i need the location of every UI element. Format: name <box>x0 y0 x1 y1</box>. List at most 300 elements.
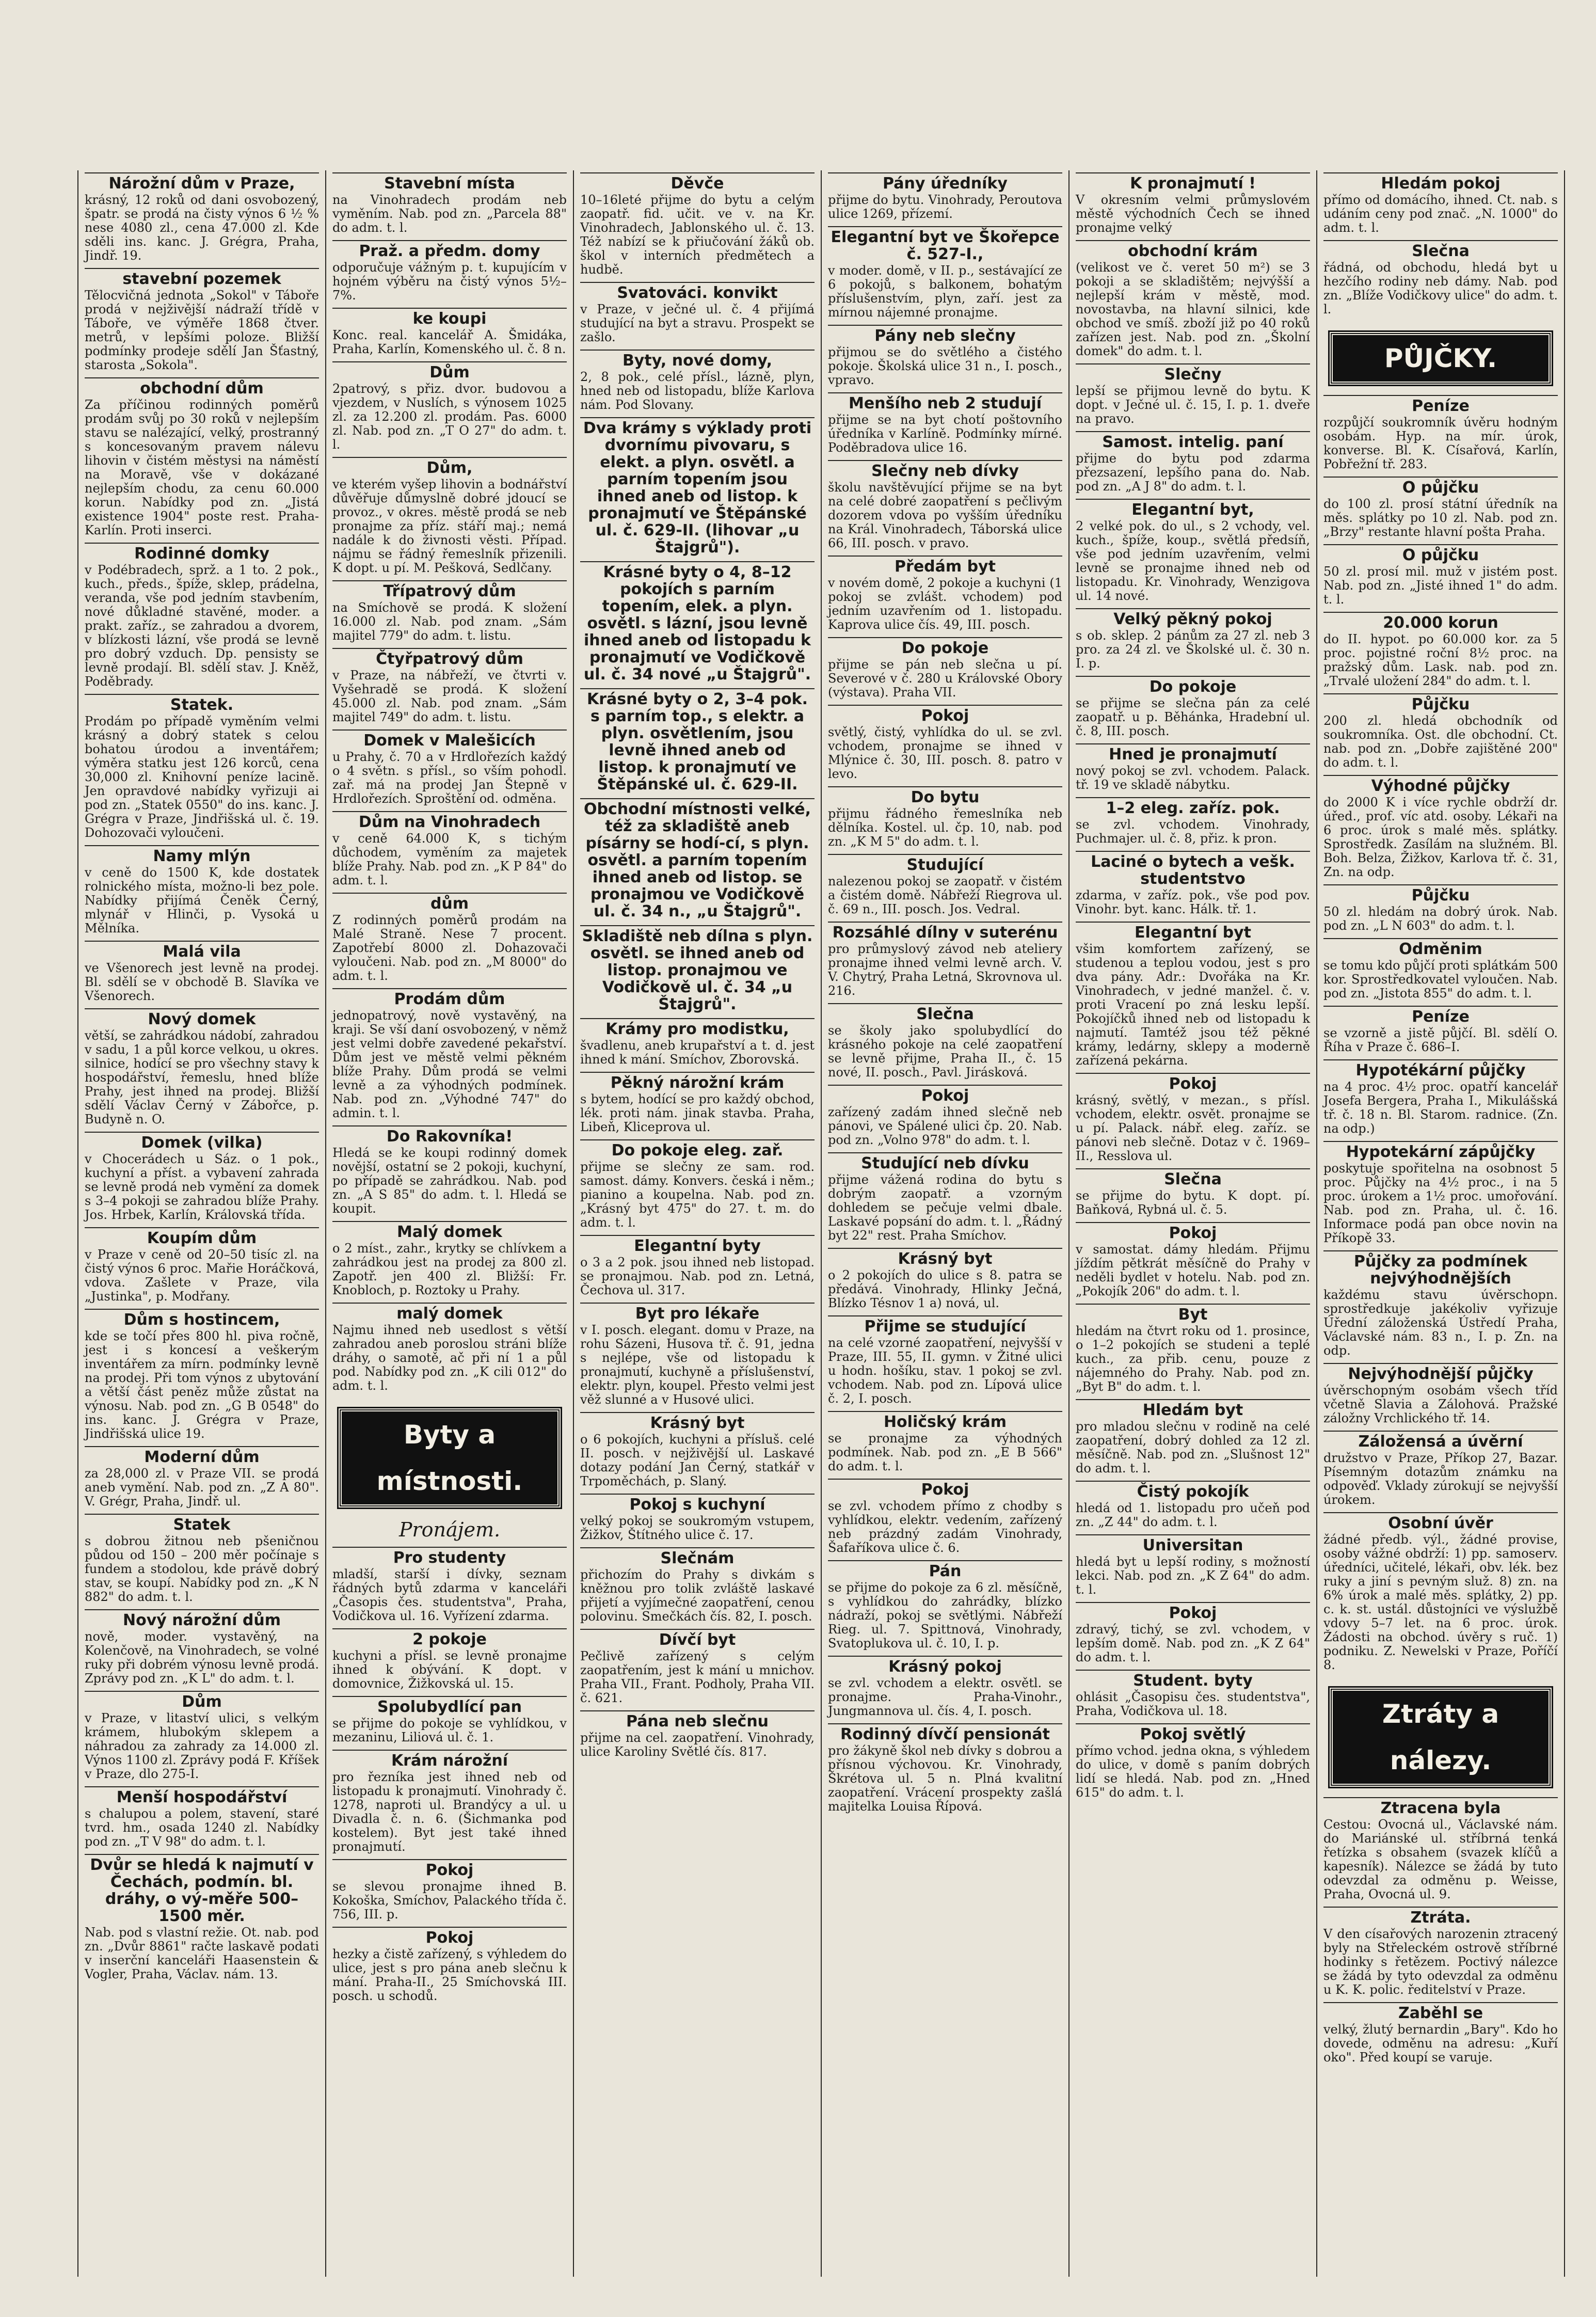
ad-heading: Koupím dům <box>85 1227 319 1247</box>
ad-heading: Pro studenty <box>332 1547 567 1566</box>
ad-heading: Universitan <box>1076 1534 1310 1554</box>
classified-ad <box>1076 363 1310 426</box>
ad-body: na 4 proc. 4½ proc. opatří kancelář Josefa Bergera, Praha I., Mikulášská tř. č. 18 n. Bl. Starom. radnice. (Zn. na odp.) <box>1323 1080 1558 1136</box>
ad-body: v Praze, na nábřeží, ve čtvrti v. Vyšehradě se prodá. K složení 45.000 zl. Nab. pod znam. „Sám majitel 749" do adm. t. listu. <box>332 668 567 724</box>
classified-ad <box>828 1248 1062 1310</box>
ad-body: velký pokoj se soukromým vstupem, Žižkov, Štítného ulice č. 17. <box>580 1514 815 1542</box>
ad-heading: 2 pokoje <box>332 1628 567 1648</box>
classified-ad <box>1076 851 1310 916</box>
ad-body: 200 zl. hledá obchodník od soukromníka. Ost. dle obchodní. Ct. nab. pod zn. „Dobře zajištěné 200" do adm. t. l. <box>1323 713 1558 770</box>
classified-ad <box>85 1786 319 1849</box>
ad-heading: Skladiště neb dílna s plyn. osvětl. se ihned aneb od listop. pronajmou ve Vodičkově ul. č. 34 „u Štajgrů". <box>580 925 815 1013</box>
ad-heading: Pán <box>828 1560 1062 1580</box>
ad-body: se přijme se slečna pán za celé zaopatř. u p. Běhánka, Hradební ul. č. 8, III. posch. <box>1076 696 1310 738</box>
classified-ad <box>85 1609 319 1686</box>
ad-body: pro žákyně škol neb dívky s dobrou a přísnou výchovou. Kr. Vinohrady, Škrétova ul. 5 n. Plná kvalitní zaopatření. Vrácení prospekty zašlá majitelka Louisa Řípová. <box>828 1743 1062 1814</box>
ad-heading: malý domek <box>332 1303 567 1322</box>
classified-ad <box>1323 2002 1558 2065</box>
ad-heading: Hned je pronajmutí <box>1076 743 1310 763</box>
classified-ad <box>1076 499 1310 603</box>
ad-heading: Předám byt <box>828 556 1062 575</box>
ad-body: zdarma, v zaříz. pok., vše pod pov. Vinohr. byt. kanc. Hálk. tř. 1. <box>1076 888 1310 916</box>
classified-ad <box>85 1854 319 1981</box>
ad-body: se přijme do pokoje se vyhlídkou, v mezaninu, Liliová ul. č. 1. <box>332 1716 567 1744</box>
ad-body: všim komfortem zařízený, se studenou a teplou vodou, jest s pro dva pány. Adr.: Dvořáka na Kr. Vinohradech, v jedné manžel. č. v. proti Vracení po zná lesku lepší. Pokojíčků ihned neb od listopadu k najmutí. Tamtéž jsou též pěkné krámy, ledárny, sklepy a moderně zařízená pekárna. <box>1076 942 1310 1068</box>
ad-body: V okresním velmi průmyslovém městě východních Čech se ihned pronajme velký <box>1076 193 1310 235</box>
ad-body: zařízený zadám ihned slečně neb pánovi, ve Spálené ulici čp. 20. Nab. pod zn. „Volno 978" do adm. t. l. <box>828 1105 1062 1147</box>
ad-heading: Pána neb slečnu <box>580 1710 815 1730</box>
ad-body: v I. posch. elegant. domu v Praze, na rohu Sázeni, Husova tř. č. 91, jedna s nejlépe, vše od listopadu k pronajmutí, kuchyně a příslušenství, elektr. plyn, koupel. Přesto velmi jest věž slunné a v Husové ulici. <box>580 1323 815 1407</box>
ad-body: mladší, starší i dívky, seznam řádných bytů zdarma v kanceláři „Časopis čes. studentstva", Praha, Vodičkova ul. 16. Vyřízení zdarma. <box>332 1567 567 1623</box>
classified-ad <box>1076 1670 1310 1718</box>
ad-heading: Půjčky za podmínek nejvýhodnějších <box>1323 1250 1558 1287</box>
classified-ad <box>580 417 815 556</box>
ad-body: přijmu řádného řemeslníka neb dělníka. Kostel. ul. čp. 10, nab. pod zn. „K M 5" do adm. t. l. <box>828 806 1062 849</box>
ad-body: o 2 pokojích do ulice s 8. patra se předává. Vinohrady, Hlinky Ječná, Blízko Tésnov 1 a) nová, ul. <box>828 1268 1062 1310</box>
ad-body: se zvl. vchodem přímo z chodby s vyhlídkou, elektr. vedením, zařízený neb prázdný zadám Vinohrady, Šafaříkova ulice č. 6. <box>828 1499 1062 1555</box>
ad-body: do II. hypot. po 60.000 kor. za 5 proc. pojistné roční 8½ proc. na pražský dům. Lask. nab. pod zn. „Trvalé uložení 284" do adm. t. l. <box>1323 632 1558 688</box>
ad-body: v Podébradech, sprž. a 1 to. 2 pok., kuch., předs., špíže, sklep, prádelna, veranda, vše pod jedním stavbením, nové důkladné stavěné, moder. a prakt. zaříz., se zahradou a dvorem, v blízkosti lázní, vše prodá se levně pro dobrý vzduch. Dp. pensisty se levně prodají. Bl. sdělí stav. J. Kněž, Poděbrady. <box>85 563 319 689</box>
ad-heading: O půjčku <box>1323 477 1558 496</box>
ad-body: lepší se přijmou levně do bytu. K dopt. v Ječné ul. č. 15, I. p. 1. dveře na pravo. <box>1076 384 1310 426</box>
ad-heading: Dvůr se hledá k najmutí v Čechách, podmín. bl. dráhy, o vý-měře 500–1500 měr. <box>85 1854 319 1925</box>
ad-heading: Dům, <box>332 457 567 477</box>
classified-ad <box>580 1547 815 1624</box>
ad-heading: Laciné o bytech a vešk. studentstvo <box>1076 851 1310 887</box>
ad-heading: K pronajmutí ! <box>1076 172 1310 192</box>
ad-heading: Nárožní dům v Praze, <box>85 172 319 192</box>
classified-ad <box>332 648 567 724</box>
ad-body: přijmou se do světlého a čistého pokoje. Školská ulice 31 n., I. posch., vpravo. <box>828 345 1062 387</box>
classified-ad <box>1323 1907 1558 1997</box>
classified-ad <box>332 580 567 643</box>
classified-ad <box>1323 240 1558 316</box>
ad-body: se tomu kdo půjčí proti splátkám 500 kor. Sprostředkovatel vyloučen. Nab. pod zn. „Jistota 855" do adm. t. l. <box>1323 958 1558 1001</box>
ad-heading: Praž. a předm. domy <box>332 240 567 260</box>
ad-heading: Spolubydlící pan <box>332 1696 567 1716</box>
ad-heading: Elegantní byt, <box>1076 499 1310 518</box>
section-banner: Byty a místnosti. <box>339 1408 561 1507</box>
classified-ad <box>332 361 567 452</box>
ad-heading: Krásné byty o 2, 3–4 pok. s parním top., s elektr. a plyn. osvětlením, jsou levně ihned aneb od listop. k pronajmutí ve Štěpánské ul. č. 629-II. <box>580 688 815 793</box>
classified-ad <box>1076 1481 1310 1529</box>
ad-body: Najmu ihned neb usedlost s větší zahradou aneb poroslou stráni blíže dráhy, o samotě, ač při ní 1 a půl pod. Nabídky pod zn. „K cili 012" do adm. t. l. <box>332 1323 567 1393</box>
classified-ad <box>1076 1399 1310 1475</box>
ad-body: družstvo v Praze, Příkop 27, Bazar. Písemným dotazům známku na odpověď. Vklady zúrokují se nejvyšší úrokem. <box>1323 1451 1558 1507</box>
classified-ad <box>1323 1431 1558 1507</box>
ad-heading: Stavební místa <box>332 172 567 192</box>
ad-heading: Holičský krám <box>828 1411 1062 1431</box>
ad-heading: Domek (vilka) <box>85 1132 319 1151</box>
ad-body: se vzorně a jistě půjčí. Bl. sdělí O. Říha v Praze č. 686–I. <box>1323 1026 1558 1054</box>
classified-ad <box>580 798 815 920</box>
ad-body: se přijme do pokoje za 6 zl. měsíčně, s vyhlídkou do zahrádky, blízko nádraží, pokoj se světlými. Nábřeží Rieg. ul. 7. Spittnová, Vinohrady, Svatoplukova ul. č. 10, I. p. <box>828 1580 1062 1651</box>
ad-body: nalezenou pokoj se zaopatř. v čistém a čistém domě. Nábřeží Riegrova ul. č. 69 n., III. posch. Jos. Vedral. <box>828 874 1062 916</box>
ad-body: do 2000 K i více rychle obdrží dr. úřed., prof. víc atd. osoby. Lékaři na 6 proc. úrok s malé měs. splátky. Sprostředk. Zasílám na služném. Bl. Boh. Belza, Žižkov, Karlova tř. č. 31, Zn. na odp. <box>1323 795 1558 879</box>
ad-body: kde se točí přes 800 hl. piva ročně, jest i s koncesí a veškerým inventářem za mírn. podmínky levně na prodej. Při tom výnos z ubytování a větší část peněz může zůstat na výnosu. Nab. pod zn. „G B 0548" do ins. kanc. J. Grégra v Praze, Jindřišská ulice 19. <box>85 1329 319 1441</box>
ad-body: velký, žlutý bernardin „Bary". Kdo ho dovede, odměnu na adresu: „Kuří oko". Před koupí se varuje. <box>1323 2022 1558 2065</box>
classified-ad <box>828 922 1062 998</box>
ad-body: přijme do bytu. Vinohrady, Peroutova ulice 1269, přízemí. <box>828 193 1062 221</box>
ad-body: s ob. sklep. 2 pánům za 27 zl. neb 3 pro. za 24 zl. ve Školské ul. č. 30 n. I. p. <box>1076 628 1310 671</box>
ad-heading: Slečny <box>1076 363 1310 383</box>
ad-heading: Elegantní byt ve Škořepce č. 527-I., <box>828 226 1062 263</box>
ad-body: se slevou pronajme ihned B. Kokoška, Smíchov, Palackého třída č. 756, III. p. <box>332 1879 567 1922</box>
ad-body: přijme se slečny ze sam. rod. samost. dámy. Konvers. česká i něm.; pianino a koupelna. Nab. pod zn. „Krásný byt 475" do 27. t. m. do adm. t. l. <box>580 1160 815 1230</box>
ad-body: 10–16leté přijme do bytu a celým zaopatř. fid. učit. ve v. na Kr. Vinohradech, Jablonského ul. č. 13. Též nabízí se k přiučování žáků ob. škol v interních předmětech a hudbě. <box>580 193 815 277</box>
ad-body: s chalupou a polem, stavení, staré tvrd. hm., osada 1240 zl. Nabídky pod zn. „T V 98" do adm. t. l. <box>85 1806 319 1849</box>
classified-ad <box>828 1560 1062 1651</box>
classified-ad <box>1323 1512 1558 1672</box>
ad-body: v Praze v ceně od 20–50 tisíc zl. na čistý výnos 6 proc. Mařie Horáčková, vdova. Zašlete v Praze, vila „Justinka", p. Modřany. <box>85 1247 319 1304</box>
ad-heading: Peníze <box>1323 395 1558 415</box>
classified-ad <box>1076 172 1310 235</box>
ad-heading: 20.000 korun <box>1323 612 1558 631</box>
ad-body: o 3 a 2 pok. jsou ihned neb listopad. se pronajmou. Nab. pod zn. Letná, Čechova ul. 317. <box>580 1255 815 1297</box>
column-3 <box>574 170 822 2277</box>
ad-heading: Nejvýhodnější půjčky <box>1323 1363 1558 1383</box>
ad-body: v ceně do 1500 K, kde dostatek rolnického místa, možno-li bez pole. Nabídky přijímá Čeněk Černý, mlynář v Hlinči, p. Vysoká u Mělníka. <box>85 865 319 935</box>
ad-heading: Byt pro lékaře <box>580 1303 815 1322</box>
classified-ad <box>1323 1141 1558 1245</box>
ad-heading: Byt <box>1076 1304 1310 1323</box>
ad-body: odporučuje vážným p. t. kupujícím v hojném výběru na čistý výnos 5½–7%. <box>332 260 567 303</box>
ad-heading: stavební pozemek <box>85 268 319 288</box>
ad-heading: Velký pěkný pokoj <box>1076 608 1310 628</box>
ad-body: nově, moder. vystavěný, na Kolenčově, na Vinohradech, se volné ruky při dobrém výnosu levně prodá. Zprávy pod zn. „K L" do adm. t. l. <box>85 1629 319 1686</box>
ad-heading: Slečnám <box>580 1547 815 1567</box>
ad-heading: Malá vila <box>85 941 319 960</box>
ad-heading: Děvče <box>580 172 815 192</box>
classified-ad <box>1323 1250 1558 1358</box>
ad-heading: Samost. intelig. paní <box>1076 431 1310 451</box>
classified-ad <box>1076 1073 1310 1163</box>
column-1 <box>78 170 326 2277</box>
ad-body: v samostat. dámy hledám. Přijmu jíždím pětkrát měsíčně do Prahy v neděli bydlet v hotelu. Nab. pod zn. „Pokojík 206" do adm. t. l. <box>1076 1242 1310 1298</box>
classified-ad <box>828 1315 1062 1406</box>
ad-body: úvěrschopným osobám všech tříd včetně Slavia a Zálohová. Pražské záložny Vrchlického tř. 14. <box>1323 1383 1558 1425</box>
ad-body: pro mladou slečnu v rodině na celé zaopatření, dobrý dohled za 12 zl. měsíčně. Nab. pod zn. „Slušnost 12" do adm. t. l. <box>1076 1419 1310 1475</box>
ad-heading: Elegantní byty <box>580 1235 815 1255</box>
classified-ad <box>580 1235 815 1297</box>
classified-ad <box>1076 797 1310 846</box>
ad-heading: Krásný byt <box>580 1412 815 1432</box>
ad-heading: Pokoj <box>828 1479 1062 1498</box>
ad-heading: Menšího neb 2 studují <box>828 392 1062 412</box>
classified-ad <box>1323 1363 1558 1425</box>
classified-ad <box>828 172 1062 221</box>
classified-ad <box>1323 938 1558 1001</box>
ad-body: žádné předb. výl., žádné provise, osoby vážné obdrží: 1) pp. samoserv. úředníci, učitelé, lékaři, obv. lék. bez ruky a jiní s pevným služ. 8) zn. na 6% úrok a malé měs. splátky, 2) pp. c. k. st. ustál. důstojníci ve výslužbě vdovy 5–7 let. na 6 proc. úrok. Žádosti na obchod. úvěry s ruč. 1) podniku. Z. Newelski v Praze, Poříčí 8. <box>1323 1532 1558 1672</box>
ad-heading: Pány úředníky <box>828 172 1062 192</box>
ad-body: kuchyni a přísl. se levně pronajme ihned k obývání. K dopt. v domovnice, Žižkovská ul. 15. <box>332 1648 567 1691</box>
classified-ad <box>580 1412 815 1488</box>
classified-ad <box>580 1139 815 1230</box>
ad-body: přijme se na byt chotí poštovního úředníka v Karlíně. Podmínky mírné. Poděbradova ulice 16. <box>828 412 1062 455</box>
ad-body: (velikost ve č. veret 50 m²) se 3 pokoji a se skladištěm; nejvýšší a nejlepší krám v městě, mod. novostavba, na hlavní silnici, kde obchod ve smíš. zboží již po 40 roků zařízen jest. Nab. pod zn. „Školní domek" do adm. t. l. <box>1076 260 1310 358</box>
classified-ad <box>580 282 815 344</box>
classified-ad <box>1076 676 1310 738</box>
classified-ad <box>1076 1222 1310 1298</box>
ad-heading: Domek v Malešicích <box>332 729 567 749</box>
classified-ad <box>1076 922 1310 1068</box>
classified-ad <box>1323 775 1558 879</box>
ad-body: pro řezníka jest ihned neb od listopadu k pronajmutí. Vinohrady č. 1278, naproti ul. Brandýcy a ul. u Divadla č. n. 6. (Šichmanka pod kostelem). Byt jest také ihned pronajmutí. <box>332 1770 567 1854</box>
ad-body: 50 zl. prosí mil. muž v jistém post. Nab. pod zn. „Jisté ihned 1" do adm. t. l. <box>1323 564 1558 607</box>
ad-heading: Třípatrový dům <box>332 580 567 600</box>
classified-ad <box>1076 1168 1310 1217</box>
ad-body: hledám na čtvrt roku od 1. prosince, o 1–2 pokojích se studeni a teplé kuch., za přib. cenu, pouze z nájemného do Prahy. Nab. pod zn. „Byt B" do adm. t. l. <box>1076 1324 1310 1394</box>
ad-body: na Smíchově se prodá. K složení 16.000 zl. Nab. pod znam. „Sám majitel 779" do adm. t. listu. <box>332 600 567 643</box>
classified-ad <box>828 460 1062 550</box>
ad-body: zdravý, tichý, se zvl. vchodem, v lepším domě. Nab. pod zn. „K Z 64" do adm. t. l. <box>1076 1622 1310 1664</box>
ad-heading: Rozsáhlé dílny v suterénu <box>828 922 1062 941</box>
classified-ad <box>85 1132 319 1222</box>
classified-ad <box>332 1303 567 1393</box>
ad-heading: Osobní úvěr <box>1323 1512 1558 1532</box>
classified-ad <box>332 1221 567 1297</box>
classified-ad <box>1323 172 1558 235</box>
ad-body: se školy jako spolubydlící do krásného pokoje na celé zaopatření se levně přijme, Praha II., č. 15 nové, II. posch., Pavl. Jirásková. <box>828 1023 1062 1080</box>
ad-heading: Do pokoje eleg. zař. <box>580 1139 815 1159</box>
ad-heading: Ztracena byla <box>1323 1797 1558 1817</box>
ad-heading: Prodám dům <box>332 988 567 1008</box>
ad-body: v novém domě, 2 pokoje a kuchyni (1 pokoj se zvlášt. vchodem) pod jedním uzavřením od 1. listopadu. Kaprova ulice čís. 49, III. posch. <box>828 576 1062 632</box>
ad-body: přijme se pán neb slečna u pí. Severové v č. 280 u Královské Obory (výstava). Praha VII. <box>828 657 1062 700</box>
classified-ad <box>332 1628 567 1691</box>
classified-ad <box>828 1656 1062 1718</box>
ad-heading: Hledám byt <box>1076 1399 1310 1419</box>
ad-heading: Krám nárožní <box>332 1750 567 1769</box>
ad-body: švadlenu, aneb krupařství a t. d. jest ihned k mání. Smíchov, Zborovská. <box>580 1038 815 1067</box>
ad-body: u Prahy, č. 70 a v Hrdlořezích každý o 4 světn. s přísl., so vším pohodl. zař. má na prodej Jan Štepně v Hrdlořezích. Sproštění od. odměna. <box>332 750 567 806</box>
classified-ad <box>580 350 815 412</box>
column-4 <box>822 170 1070 2277</box>
ad-heading: 1–2 eleg. zaříz. pok. <box>1076 797 1310 817</box>
classified-ad <box>85 1227 319 1304</box>
classified-ad <box>332 1547 567 1623</box>
ad-heading: Byty, nové domy, <box>580 350 815 369</box>
classified-ad <box>828 392 1062 455</box>
ad-heading: Slečny neb dívky <box>828 460 1062 480</box>
classified-ad <box>828 705 1062 781</box>
ad-heading: Slečna <box>1323 240 1558 260</box>
ad-body: přímo vchod. jedna okna, s výhledem do ulice, v domě s paním dobrých lidí se hledá. Nab. pod zn. „Hned 615" do adm. t. l. <box>1076 1743 1310 1800</box>
ad-body: školu navštěvující přijme se na byt na celé dobré zaopatření s pečlivým dozorem vdova po vyšším úředníku na Král. Vinohradech, Táborská ulice 66, III. posch. v pravo. <box>828 480 1062 550</box>
classified-ad <box>332 1859 567 1922</box>
ad-heading: O půjčku <box>1323 544 1558 564</box>
classified-page <box>77 170 1565 2277</box>
classified-ad <box>828 637 1062 700</box>
classified-ad <box>1323 612 1558 688</box>
ad-body: v ceně 64.000 K, s tichým důchodem, vyměním za majetek blíže Prahy. Nab. pod zn. „K P 84" do adm. t. l. <box>332 831 567 887</box>
classified-ad <box>580 1303 815 1407</box>
ad-body: se přijme do bytu. K dopt. pí. Baňková, Rybná ul. č. 5. <box>1076 1188 1310 1217</box>
ad-heading: Krámy pro modistku, <box>580 1018 815 1038</box>
classified-ad <box>85 845 319 935</box>
ad-body: na Vinohradech prodám neb vyměním. Nab. pod zn. „Parcela 88" do adm. t. l. <box>332 193 567 235</box>
ad-heading: dům <box>332 893 567 912</box>
classified-ad <box>580 1629 815 1705</box>
ad-body: přichozím do Prahy s divkám s kněžnou pro tolik zvláště laskavé přijetí a vyjímečné zaopatření, cenou polovinu. Smečkách čís. 82, I. posch. <box>580 1567 815 1624</box>
classified-ad <box>85 1008 319 1126</box>
ad-heading: Půjčku <box>1323 693 1558 713</box>
classified-ad <box>828 1411 1062 1473</box>
ad-heading: Rodinné domky <box>85 543 319 562</box>
ad-heading: Dům <box>332 361 567 381</box>
ad-body: přijme do bytu pod zdarma přezsazení, lepšího pana do. Nab. pod zn. „A J 8" do adm. t. l. <box>1076 451 1310 494</box>
ad-body: Cestou: Ovocná ul., Václavské nám. do Mariánské ul. stříbrná tenká řetízka s obsahem (svazek klíčů a kapesník). Nálezce se žádá by tuto odevzdal za odměnu p. Weisse, Praha, Ovocná ul. 9. <box>1323 1817 1558 1901</box>
classified-ad <box>1076 608 1310 671</box>
ad-heading: Dva krámy s výklady proti dvornímu pivovaru, s elekt. a plyn. osvětl. a parním topením jsou ihned aneb od listop. k pronajmutí ve Štěpánské ul. č. 629-II. (lihovar „u Štajgrů"). <box>580 417 815 556</box>
classified-ad <box>828 556 1062 632</box>
ad-body: se zvl. vchodem a elektr. osvětl. se pronajme. Praha-Vinohr., Jungmannova ul. čís. 4, I. posch. <box>828 1676 1062 1718</box>
ad-heading: Studující neb dívku <box>828 1152 1062 1172</box>
classified-ad <box>580 172 815 277</box>
ad-heading: Čistý pokojík <box>1076 1481 1310 1500</box>
ad-heading: Peníze <box>1323 1006 1558 1025</box>
ad-body: světlý, čistý, vyhlídka do ul. se zvl. vchodem, pronajme se ihned v Mlýnice č. 30, III. posch. 8. patro v levo. <box>828 725 1062 781</box>
classified-ad <box>1076 743 1310 792</box>
section-banner: Ztráty a nálezy. <box>1330 1688 1552 1787</box>
section-heading: Pronájem. <box>398 1518 501 1541</box>
ad-heading: Elegantní byt <box>1076 922 1310 941</box>
classified-ad <box>580 688 815 793</box>
ad-body: přímo od domácího, ihned. Ct. nab. s udáním ceny pod znač. „N. 1000" do adm. t. l. <box>1323 193 1558 235</box>
classified-ad <box>828 1723 1062 1814</box>
classified-ad <box>828 1003 1062 1080</box>
ad-body: za 28,000 zl. v Praze VII. se prodá aneb vymění. Nab. pod zn. „Z A 80". V. Grégr, Praha, Jindř. ul. <box>85 1466 319 1509</box>
ad-body: hledá byt u lepší rodiny, s možností lekci. Nab. pod zn. „K Z 64" do adm. t. l. <box>1076 1554 1310 1597</box>
ad-heading: Slečna <box>1076 1168 1310 1188</box>
ad-heading: Pokoj <box>828 1085 1062 1104</box>
ad-body: Za příčinou rodinných poměrů prodám svůj po 30 roků v nejlepším stavu se nalézající, velký, prostranný s koncesovaným pravem nálevu lihovin v čistém městysi na náměstí na Moravě, vše v dokázané nejlepším chodu, za cenu 60.000 korun. Nabídky pod zn. „Jistá existence 1904" poste rest. Praha-Karlín. Proti inserci. <box>85 398 319 537</box>
ad-body: Konc. real. kancelář A. Šmidáka, Praha, Karlín, Komenského ul. č. 8 n. <box>332 328 567 356</box>
ad-body: s bytem, hodící se pro každý obchod, lék. proti nám. jinak stavba. Praha, Libeň, Kliceprova ul. <box>580 1092 815 1134</box>
classified-ad <box>1323 1006 1558 1054</box>
ad-body: krásný, světlý, v mezan., s přísl. vchodem, elektr. osvět. pronajme se u pí. Palack. nábř. eleg. zaříz. se pánovi neb slečně. Dotaz v č. 1969–II., Resslova ul. <box>1076 1093 1310 1163</box>
ad-heading: Menší hospodářství <box>85 1786 319 1806</box>
ad-body: ve Všenorech jest levně na prodej. Bl. sdělí se v obchodě B. Slavíka ve Všenorech. <box>85 961 319 1003</box>
ad-heading: Statek. <box>85 694 319 713</box>
ad-body: větší, se zahrádkou nádobí, zahradou v sadu, 1 a půl korce velkou, u okres. silnice, hodící se pro všechny stavy k hospodářství, řemeslu, hned blíže Prahy, jest ihned na prodej. Bližší sdělí Václav Černý v Zábořce, p. Budyně n. O. <box>85 1028 319 1126</box>
classified-ad <box>332 1696 567 1744</box>
ad-body: s dobrou žitnou neb pšeničnou půdou od 150 – 200 měr počínaje s fundem a stodolou, kde právě dobrý stav, se koupí. Nabídky pod zn. „K N 882" do adm. t. l. <box>85 1534 319 1604</box>
ad-heading: Student. byty <box>1076 1670 1310 1689</box>
ad-body: Tělocvičná jednota „Sokol" v Táboře prodá v nejživější nádraží třídě v Táboře, ve výměře 1868 čtver. metrů, v lepšími poloze. Bližší podmínky prodeje sdělí Jan Šťastný, starosta „Sokola". <box>85 288 319 372</box>
ad-heading: Odměnim <box>1323 938 1558 958</box>
ad-body: Nab. pod s vlastní režie. Ot. nab. pod zn. „Dvůr 8861" račte laskavě podati v inserční kanceláři Haasenstein & Vogler, Praha, Václav. nám. 13. <box>85 1925 319 1981</box>
ad-body: 50 zl. hledám na dobrý úrok. Nab. pod zn. „L N 603" do adm. t. l. <box>1323 904 1558 933</box>
classified-ad <box>85 543 319 689</box>
ad-body: jednopatrový, nově vystavěný, na kraji. Se vší daní osvobozený, v němž jest velmi dobře zavedené pekařství. Dům jest ve městě velmi pěkném blíže Prahy. Dům prodá se velmi levně a za výhodných podmínek. Nab. pod zn. „Výhodné 747" do admin. t. l. <box>332 1008 567 1120</box>
classified-ad <box>580 1018 815 1067</box>
column-5 <box>1070 170 1317 2277</box>
classified-ad <box>1076 431 1310 494</box>
ad-body: 2 velké pok. do ul., s 2 vchody, vel. kuch., špíže, koup., světlá předsíň, vše pod jedním uzavřením, velmi levně se pronajme ihned neb od listopadu. Kr. Vinohrady, Wenzigova ul. 14 nové. <box>1076 519 1310 603</box>
ad-heading: Svatováci. konvikt <box>580 282 815 301</box>
ad-heading: Pány neb slečny <box>828 325 1062 344</box>
ad-body: Pečlivě zařízený s celým zaopatřením, jest k mání u mnichov. Praha VII., Frant. Podholy, Praha VII. č. 621. <box>580 1649 815 1705</box>
classified-ad <box>85 1691 319 1781</box>
classified-ad <box>85 1446 319 1509</box>
column-2 <box>326 170 574 2277</box>
classified-ad <box>332 457 567 575</box>
classified-ad <box>1323 884 1558 933</box>
ad-heading: Krásné byty o 4, 8–12 pokojích s parním topením, elek. a plyn. osvětl. s lázní, jsou levně ihned aneb od listopadu k pronajmutí ve Vodičkově ul. č. 34 nové „u Štajgrů". <box>580 561 815 683</box>
ad-body: do 100 zl. prosí státní úředník na měs. splátky po 10 zl. Nab. pod zn. „Brzy" restante hlavní pošta Praha. <box>1323 497 1558 539</box>
ad-body: o 2 míst., zahr., krytky se chlívkem a zahrádkou jest na prodej za 800 zl. Zapotř. jen 400 zl. Bližší: Fr. Knobloch, p. Roztoky u Prahy. <box>332 1241 567 1297</box>
classified-ad <box>85 172 319 263</box>
ad-body: krásný, 12 roků od dani osvobozený, špatr. se prodá na čisty výnos 6 ½ % nese 4080 zl., cena 47.000 zl. Kde sděli ins. kanc. J. Grégra, Praha, Jindř. 19. <box>85 193 319 263</box>
ad-body: se pronajme za výhodných podmínek. Nab. pod zn. „E B 566" do adm. t. l. <box>828 1431 1062 1473</box>
classified-ad <box>85 268 319 372</box>
classified-ad <box>332 811 567 887</box>
ad-heading: Dívčí byt <box>580 1629 815 1648</box>
ad-heading: Pokoj <box>828 705 1062 724</box>
ad-heading: Půjčku <box>1323 884 1558 904</box>
ad-heading: Statek <box>85 1514 319 1533</box>
ad-body: každému stavu úvěrschopn. sprostředkuje jakékoliv vyřizuje Úřední záloženská Ústředí Praha, Václavské nám. 83 n., I. p. Zn. na odp. <box>1323 1288 1558 1358</box>
ad-body: přijme vážená rodina do bytu s dobrým zaopatř. a vzorným dohledem se pečuje velmi dbale. Laskavé popsání do adm. t. l. „Řádný byt 22" rest. Praha Smíchov. <box>828 1172 1062 1243</box>
ad-body: přijme na cel. zaopatření. Vinohrady, ulice Karoliny Světlé čís. 817. <box>580 1731 815 1759</box>
ad-heading: Do bytu <box>828 786 1062 806</box>
ad-body: v Praze, v ječné ul. č. 4 přijímá studující na byt a stravu. Prospekt se zašlo. <box>580 302 815 344</box>
classified-ad <box>1323 693 1558 770</box>
ad-body: Prodám po případě vyměním velmi krásný a dobrý statek s celou bohatou úrodou a inventářem; výměra statku jest 126 korců, cena 30,000 zl. Knihovní peníze lacině. Jen opravdové nabídky vyřizuji ai pod zn. „Statek 0550" do ins. kanc. J. Grégra v Praze, Jindřišská ul. č. 19. Dohozovači vyloučeni. <box>85 714 319 840</box>
classified-ad <box>828 1152 1062 1243</box>
classified-ad <box>580 925 815 1013</box>
classified-ad <box>332 988 567 1120</box>
ad-body: v Praze, v litaství ulici, s velkým krámem, hlubokým sklepem a náhradou za zahrady za 14.000 zl. Výnos 1100 zl. Zprávy podá F. Kříšek v Praze, dlo 275-I. <box>85 1711 319 1781</box>
ad-heading: Obchodní místnosti velké, též za skladiště aneb písárny se hodí-cí, s plyn. osvětl. a parním topením ihned aneb od listop. se pronajmou ve Vodičkově ul. č. 34 n., „u Štajgrů". <box>580 798 815 920</box>
ad-body: pro průmyslový závod neb ateliery pronajme ihned velmi levně arch. V. V. Chytrý, Praha Letná, Skrovnova ul. 216. <box>828 942 1062 998</box>
classified-ad <box>1323 477 1558 539</box>
ad-heading: Rodinný dívčí pensionát <box>828 1723 1062 1743</box>
classified-ad <box>332 308 567 356</box>
ad-heading: Do pokoje <box>1076 676 1310 695</box>
classified-ad <box>332 1125 567 1216</box>
classified-ad <box>828 1085 1062 1147</box>
ad-heading: Krásný pokoj <box>828 1656 1062 1675</box>
ad-body: se zvl. vchodem. Vinohrady, Puchmajer. ul. č. 8, přiz. k pron. <box>1076 817 1310 846</box>
section-banner: PŮJČKY. <box>1330 332 1552 385</box>
ad-heading: Výhodné půjčky <box>1323 775 1558 795</box>
ad-heading: Moderní dům <box>85 1446 319 1466</box>
classified-ad <box>85 941 319 1003</box>
ad-heading: Pokoj <box>1076 1073 1310 1092</box>
classified-ad <box>1076 1534 1310 1597</box>
classified-ad <box>828 325 1062 387</box>
classified-ad <box>1323 395 1558 471</box>
ad-heading: Pokoj <box>1076 1602 1310 1622</box>
ad-heading: Do Rakovníka! <box>332 1125 567 1145</box>
ad-heading: Dům s hostincem, <box>85 1309 319 1328</box>
classified-ad <box>1076 1602 1310 1664</box>
classified-ad <box>1323 1797 1558 1901</box>
ad-heading: Hypotekární zápůjčky <box>1323 1141 1558 1161</box>
ad-heading: Malý domek <box>332 1221 567 1241</box>
classified-ad <box>1076 240 1310 358</box>
ad-heading: Studující <box>828 854 1062 874</box>
ad-body: Z rodinných poměrů prodám na Malé Straně. Nese 7 procent. Zapotřebí 8000 zl. Dohazovači vyloučeni. Nab. pod zn. „M 8000" do adm. t. l. <box>332 913 567 983</box>
ad-body: v moder. domě, v II. p., sestávající ze 6 pokojů, s balkonem, bohatým příslušenstvím, plyn, zaří. jest za mírnou nájemné pronajme. <box>828 263 1062 320</box>
ad-body: hledá od 1. listopadu pro učeň pod zn. „Z 44" do adm. t. l. <box>1076 1501 1310 1529</box>
ad-heading: obchodní dům <box>85 377 319 397</box>
classified-ad <box>828 854 1062 916</box>
ad-body: V den císařových narozenin ztracený byly na Střeleckém ostrově stříbrné hodinky s řetězem. Poctivý nálezce se žádá by tyto odevzdal za odměnu u K. K. polic. ředitelství v Praze. <box>1323 1927 1558 1997</box>
ad-heading: Hypotékární půjčky <box>1323 1059 1558 1079</box>
